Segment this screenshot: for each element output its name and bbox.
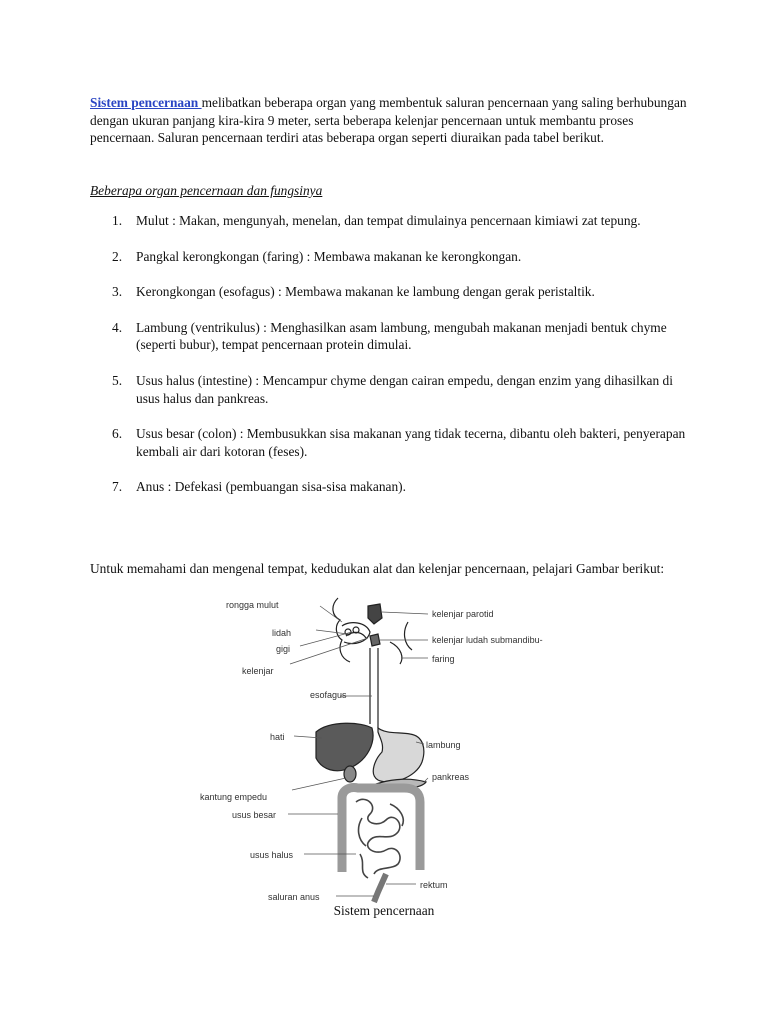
list-item: [90, 248, 690, 266]
label-lambung: lambung: [426, 740, 461, 750]
list-number: 4.: [112, 319, 123, 335]
label-usus-besar: usus besar: [232, 810, 277, 820]
list-number: 7.: [112, 479, 123, 495]
list-number: 6.: [112, 426, 123, 442]
leader-line: [300, 632, 352, 646]
list-number: 1.: [112, 213, 123, 228]
list-number: 2.: [112, 248, 123, 264]
leader-line: [316, 630, 348, 634]
label-saluran-anus: saluran anus: [268, 892, 320, 902]
list-item: [90, 212, 690, 230]
figure-caption: Sistem pencernaan: [333, 903, 435, 918]
label-hati: hati: [270, 732, 285, 742]
label-faring: faring: [432, 654, 455, 664]
list-item: [90, 425, 690, 460]
list-text: Usus besar (colon) : Membusukkan sisa makanan yang tidak tecerna, dibantu oleh bakteri, penyerapan kembali air dari kotoran (feses).: [136, 426, 686, 459]
label-lidah: lidah: [272, 628, 292, 638]
liver-shape: [316, 723, 373, 771]
head-outline: [333, 598, 350, 662]
label-kelenjar-ludah-submandibula: kelenjar ludah submandibu-: [432, 635, 543, 645]
list-text: Mulut : Makan, mengunyah, menelan, dan tempat dimulainya pencernaan kimiawi zat tepung.: [136, 213, 641, 228]
label-kelenjar: kelenjar: [242, 666, 274, 676]
large-intestine-shape: [342, 787, 420, 872]
leader-line: [320, 606, 342, 622]
stomach-shape: [373, 728, 424, 782]
list-item: [90, 283, 690, 301]
label-esofagus: esofagus: [310, 690, 347, 700]
sistem-pencernaan-link[interactable]: Sistem pencernaan: [90, 95, 202, 110]
small-intestine-coils: [356, 799, 403, 878]
pharynx-curve: [390, 642, 402, 664]
label-rektum: rektum: [420, 880, 448, 890]
list-item: [90, 319, 690, 354]
leader-line: [290, 638, 368, 664]
label-usus-halus: usus halus: [250, 850, 294, 860]
label-rongga-mulut: rongga mulut: [226, 600, 279, 610]
list-text: Kerongkongan (esofagus) : Membawa makanan ke lambung dengan gerak peristaltik.: [136, 284, 595, 300]
pharynx-curve: [405, 622, 412, 650]
label-kantung-empedu: kantung empedu: [200, 792, 268, 802]
gallbladder-shape: [344, 766, 356, 782]
label-kelenjar-parotid: kelenjar parotid: [432, 609, 494, 619]
list-text: Anus : Defekasi (pembuangan sisa-sisa makanan).: [136, 479, 406, 495]
label-pankreas: pankreas: [432, 772, 470, 782]
intro-paragraph: [90, 94, 690, 147]
list-item: [90, 478, 690, 496]
list-item: [90, 372, 690, 407]
figure-intro-paragraph: Untuk memahami dan mengenal tempat, kedudukan alat dan kelenjar pencernaan, pelajari Gambar berikut:: [90, 561, 665, 576]
label-gigi: gigi: [276, 644, 291, 654]
list-text: Usus halus (intestine) : Mencampur chyme dengan cairan empedu, dengan enzim yang dihasilkan di usus halus dan pankreas.: [136, 372, 673, 406]
submandibular-gland: [370, 634, 380, 646]
digestive-system-diagram: [190, 592, 590, 904]
parotid-gland: [368, 604, 382, 624]
leader-line: [382, 612, 428, 614]
list-number: 3.: [112, 284, 123, 300]
list-text: Pangkal kerongkongan (faring) : Membawa makanan ke kerongkongan.: [136, 248, 522, 264]
digestive-system-illustration: [190, 592, 590, 904]
organ-drawing: [316, 598, 426, 902]
list-text: Lambung (ventrikulus) : Menghasilkan asam lambung, mengubah makanan menjadi bentuk chyme (seperti bubur), tempat pencernaan protein dimulai.: [136, 319, 667, 353]
list-number: 5.: [112, 372, 123, 388]
organ-list: [90, 212, 690, 514]
rectum-shape: [374, 874, 386, 902]
intro-text: melibatkan beberapa organ yang membentuk saluran pencernaan yang saling berhubungan dengan ukuran panjang kira-kira 9 meter, serta beberapa kelenjar pencernaan untuk membantu proses pencernaan. Saluran pencernaan terdiri atas beberapa organ seperti diuraikan pada tabel berikut.: [90, 95, 687, 146]
leader-line: [292, 778, 346, 790]
organ-list-heading: Beberapa organ pencernaan dan fungsinya: [90, 183, 323, 198]
